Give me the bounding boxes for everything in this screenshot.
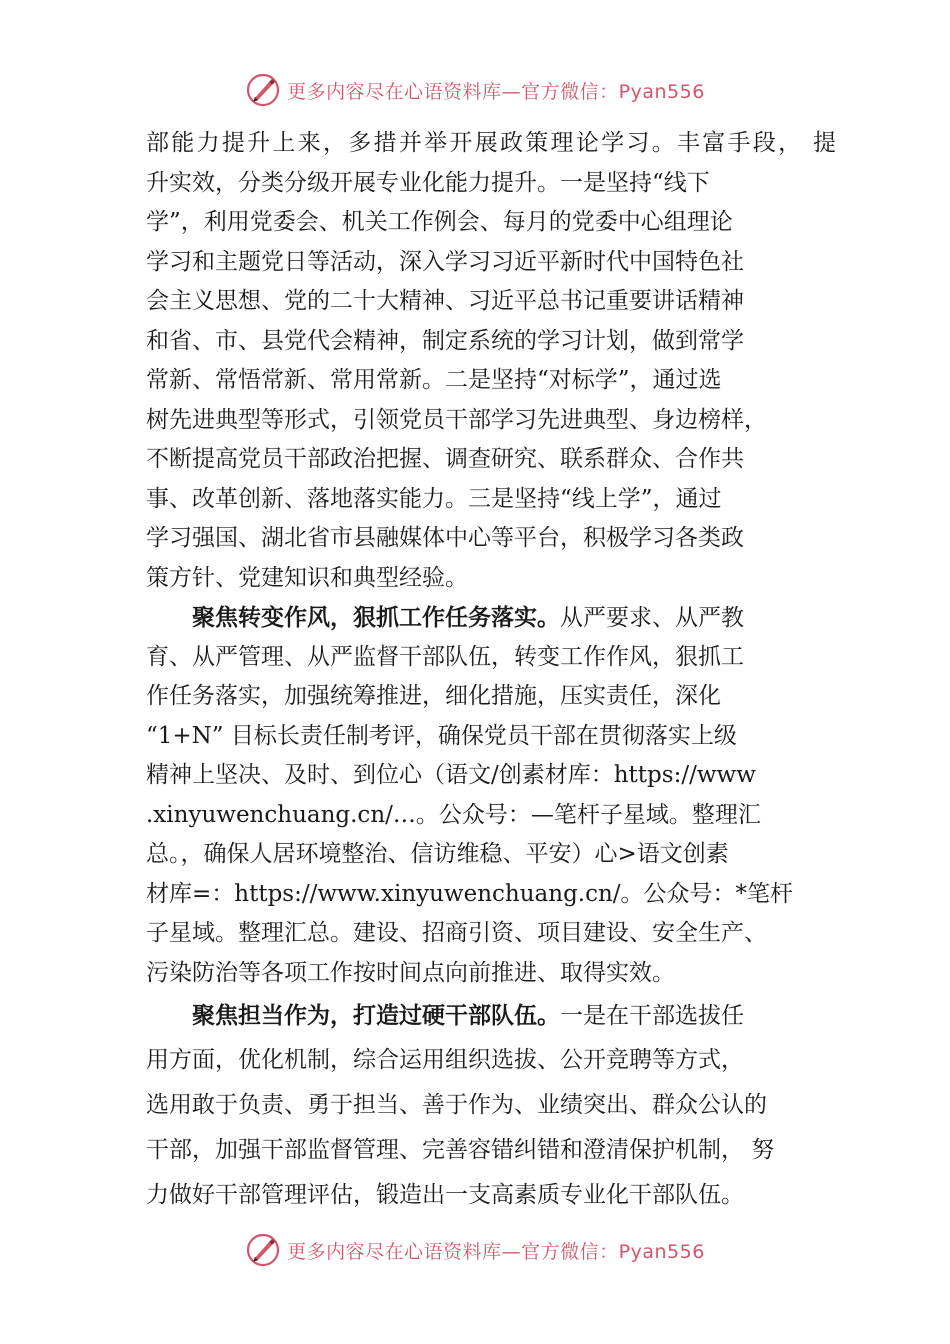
text-line: 作任务落实，加强统筹推进，细化措施，压实责任，深化	[146, 683, 721, 709]
text-run: 一是在干部选拔任	[560, 1003, 744, 1029]
text-line: 力做好干部管理评估，锻造出一支高素质专业化干部队伍。	[146, 1182, 744, 1208]
text-line: 污染防治等各项工作按时间点向前推进、取得实效。	[146, 959, 675, 986]
text-line: .xinyuwenchuang.cn/…。公众号：—笔杆子星域。整理汇	[146, 801, 761, 828]
text-line: 常新、常悟常新、常用常新。二是坚持“对标学”，通过选	[146, 367, 722, 393]
paragraph-first-line	[146, 993, 836, 1038]
text-line: 干部，加强干部监督管理、完善容错纠错和澄清保护机制， 努	[146, 1137, 775, 1163]
pen-logo-icon	[245, 1232, 281, 1268]
document-body	[146, 124, 836, 1218]
header-banner	[0, 72, 950, 108]
text-line: 树先进典型等形式，引领党员干部学习先进典型、身边榜样，	[146, 406, 767, 433]
text-line: 学习强国、湖北省市县融媒体中心等平台，积极学习各类政	[146, 525, 744, 551]
text-line: 升实效，分类分级开展专业化能力提升。一是坚持“线下	[146, 169, 710, 196]
text-line: 材库=：https://www.xinyuwenchuang.cn/。公众号：*笔杆	[146, 880, 794, 907]
text-line: 策方针、党建知识和典型经验。	[146, 564, 468, 591]
text-line: 学”，利用党委会、机关工作例会、每月的党委中心组理论	[146, 209, 733, 235]
text-line: 部能力提升上来，多措并举开展政策理论学习。丰富手段， 提	[146, 130, 836, 156]
text-line: 总。，确保人居环境整治、信访维稳、平安）心>语文创素	[146, 841, 729, 867]
text-line: 选用敢于负责、勇于担当、善于作为、业绩突出、群众公认的	[146, 1092, 767, 1118]
text-line: 不断提高党员干部政治把握、调查研究、联系群众、合作共	[146, 446, 744, 472]
text-line: 精神上坚决、及时、到位心（语文/创素材库：https://www	[146, 762, 756, 788]
paragraph-first-line	[146, 598, 836, 638]
text-line: “1+N” 目标长责任制考评，确保党员干部在贯彻落实上级	[146, 722, 737, 749]
text-line: 事、改革创新、落地落实能力。三是坚持“线上学”，通过	[146, 485, 722, 512]
section-heading: 聚焦担当作为，打造过硬干部队伍。	[192, 1002, 560, 1029]
section-heading: 聚焦转变作风，狠抓工作任务落实。	[192, 604, 560, 631]
text-line: 用方面，优化机制，综合运用组织选拔、公开竞聘等方式，	[146, 1047, 744, 1073]
footer-banner	[0, 1232, 950, 1268]
text-line: 育、从严管理、从严监督干部队伍，转变工作作风，狠抓工	[146, 643, 744, 670]
header-banner-text: 更多内容尽在心语资料库—官方微信：Pyan556	[287, 80, 705, 103]
pen-logo-icon	[245, 72, 281, 108]
text-line: 学习和主题党日等活动，深入学习习近平新时代中国特色社	[146, 248, 744, 275]
footer-banner-text: 更多内容尽在心语资料库—官方微信：Pyan556	[287, 1240, 705, 1263]
text-run: 从严要求、从严教	[560, 605, 744, 631]
text-line: 子星域。整理汇总。建设、招商引资、项目建设、安全生产、	[146, 920, 767, 946]
text-line: 和省、市、县党代会精神，制定系统的学习计划，做到常学	[146, 327, 744, 354]
text-line: 会主义思想、党的二十大精神、习近平总书记重要讲话精神	[146, 288, 744, 314]
